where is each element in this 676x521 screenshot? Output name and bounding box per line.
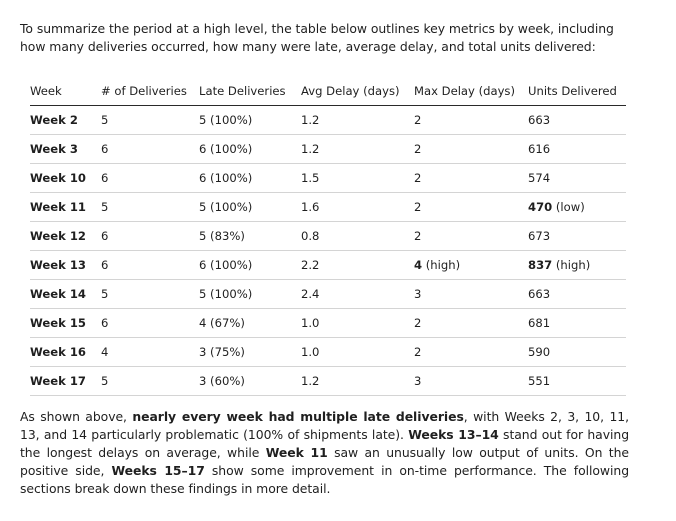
cell-late-deliveries: [199, 280, 301, 309]
cell-units-delivered: [528, 193, 626, 222]
cell-week-value: Week 17: [30, 374, 86, 388]
cell-late-deliveries: [199, 135, 301, 164]
cell-units-delivered-value: 616: [528, 142, 551, 156]
table-row: [30, 135, 626, 164]
cell-max-delay: [414, 193, 528, 222]
header-units-delivered: Units Delivered: [528, 76, 626, 106]
cell-late-deliveries-value: 5 (100%): [199, 113, 253, 127]
cell-week-value: Week 14: [30, 287, 86, 301]
cell-units-delivered-value: 673: [528, 229, 551, 243]
table-row: [30, 280, 626, 309]
cell-week-value: Week 10: [30, 171, 86, 185]
cell-units-delivered: [528, 106, 626, 135]
summary-paragraph: [20, 408, 629, 498]
cell-units-note: (high): [552, 258, 591, 272]
cell-deliveries: [101, 164, 199, 193]
cell-deliveries-value: 5: [101, 113, 109, 127]
summary-text-5: show some improvement in on-time performance. The following sections break down these findings in more detail.: [20, 463, 630, 496]
cell-week: [30, 106, 101, 135]
cell-max-delay-value: 2: [414, 142, 422, 156]
cell-deliveries-value: 4: [101, 345, 109, 359]
cell-week: [30, 309, 101, 338]
cell-max-delay-value: 2: [414, 171, 422, 185]
cell-units-delivered-value: 837: [528, 258, 553, 272]
summary-text-3: stand out for having the longest delays on average, while: [20, 427, 630, 460]
cell-max-delay-value: 2: [414, 229, 422, 243]
cell-deliveries: [101, 251, 199, 280]
cell-week-value: Week 13: [30, 258, 86, 272]
cell-avg-delay-value: 1.2: [301, 113, 320, 127]
cell-week: [30, 222, 101, 251]
cell-avg-delay: [301, 135, 414, 164]
summary-bold-4: Weeks 15–17: [111, 463, 205, 478]
cell-deliveries-value: 6: [101, 171, 109, 185]
cell-week: [30, 193, 101, 222]
cell-deliveries: [101, 222, 199, 251]
cell-avg-delay-value: 1.0: [301, 345, 320, 359]
cell-late-deliveries: [199, 338, 301, 367]
cell-max-delay-value: 4: [414, 258, 423, 272]
cell-max-delay: [414, 164, 528, 193]
cell-week: [30, 164, 101, 193]
cell-avg-delay-value: 1.0: [301, 316, 320, 330]
cell-max-delay: [414, 280, 528, 309]
header-week: Week: [30, 76, 101, 106]
cell-deliveries-value: 5: [101, 200, 109, 214]
cell-late-deliveries: [199, 251, 301, 280]
cell-max-delay: [414, 135, 528, 164]
cell-max-delay: [414, 309, 528, 338]
cell-week-value: Week 2: [30, 113, 78, 127]
cell-late-deliveries: [199, 106, 301, 135]
cell-max-delay-value: 2: [414, 345, 422, 359]
cell-deliveries: [101, 193, 199, 222]
cell-units-delivered-value: 681: [528, 316, 551, 330]
cell-avg-delay-value: 0.8: [301, 229, 320, 243]
cell-max-delay-note: (high): [422, 258, 461, 272]
cell-deliveries: [101, 106, 199, 135]
cell-deliveries: [101, 338, 199, 367]
summary-text-4: saw an unusually low output of units. On the positive side,: [20, 445, 629, 478]
cell-units-delivered: [528, 309, 626, 338]
cell-units-delivered: [528, 280, 626, 309]
cell-units-delivered-value: 590: [528, 345, 551, 359]
cell-avg-delay: [301, 367, 414, 396]
cell-deliveries: [101, 135, 199, 164]
table-row: [30, 367, 626, 396]
cell-late-deliveries: [199, 193, 301, 222]
table-row: [30, 251, 626, 280]
cell-late-deliveries-value: 5 (100%): [199, 200, 253, 214]
cell-max-delay-value: 3: [414, 287, 422, 301]
header-max-delay: Max Delay (days): [414, 76, 528, 106]
cell-units-delivered-value: 663: [528, 287, 551, 301]
cell-max-delay-value: 2: [414, 316, 422, 330]
cell-units-delivered-value: 574: [528, 171, 551, 185]
cell-units-delivered: [528, 164, 626, 193]
cell-week-value: Week 11: [30, 200, 86, 214]
cell-late-deliveries-value: 5 (100%): [199, 287, 253, 301]
cell-avg-delay-value: 2.2: [301, 258, 320, 272]
cell-avg-delay-value: 1.6: [301, 200, 320, 214]
table-row: [30, 222, 626, 251]
cell-late-deliveries-value: 4 (67%): [199, 316, 245, 330]
header-deliveries: # of Deliveries: [101, 76, 199, 106]
header-late-deliveries: Late Deliveries: [199, 76, 301, 106]
summary-bold-2: Weeks 13–14: [408, 427, 499, 442]
cell-avg-delay-value: 2.4: [301, 287, 320, 301]
cell-deliveries: [101, 280, 199, 309]
cell-avg-delay: [301, 309, 414, 338]
cell-late-deliveries-value: 6 (100%): [199, 258, 253, 272]
table-row: [30, 106, 626, 135]
cell-late-deliveries: [199, 222, 301, 251]
cell-max-delay: [414, 367, 528, 396]
cell-avg-delay-value: 1.2: [301, 374, 320, 388]
summary-text-1: As shown above,: [20, 409, 133, 424]
cell-max-delay-value: 2: [414, 200, 422, 214]
header-avg-delay: Avg Delay (days): [301, 76, 414, 106]
cell-week: [30, 251, 101, 280]
cell-avg-delay: [301, 193, 414, 222]
cell-max-delay-value: 2: [414, 113, 422, 127]
cell-units-delivered-value: 663: [528, 113, 551, 127]
cell-late-deliveries-value: 6 (100%): [199, 171, 253, 185]
cell-avg-delay: [301, 106, 414, 135]
cell-units-delivered: [528, 251, 626, 280]
cell-week: [30, 367, 101, 396]
cell-late-deliveries-value: 5 (83%): [199, 229, 245, 243]
summary-bold-1: nearly every week had multiple late deliveries: [132, 409, 464, 424]
table-row: [30, 193, 626, 222]
cell-units-delivered: [528, 367, 626, 396]
table-body: [30, 106, 626, 396]
cell-deliveries-value: 6: [101, 316, 109, 330]
cell-late-deliveries-value: 3 (60%): [199, 374, 245, 388]
cell-deliveries: [101, 309, 199, 338]
cell-deliveries-value: 6: [101, 258, 109, 272]
cell-week: [30, 135, 101, 164]
cell-week-value: Week 15: [30, 316, 86, 330]
cell-late-deliveries: [199, 164, 301, 193]
cell-avg-delay: [301, 338, 414, 367]
cell-avg-delay: [301, 164, 414, 193]
cell-units-note: (low): [552, 200, 585, 214]
cell-avg-delay-value: 1.2: [301, 142, 320, 156]
cell-avg-delay: [301, 222, 414, 251]
cell-deliveries-value: 5: [101, 374, 109, 388]
intro-paragraph: To summarize the period at a high level, the table below outlines key metrics by week, including how many deliveries occurred, how many were late, average delay, and total units delivered:: [20, 21, 614, 54]
cell-units-delivered-value: 470: [528, 200, 553, 214]
cell-max-delay: [414, 338, 528, 367]
cell-late-deliveries: [199, 309, 301, 338]
cell-week-value: Week 16: [30, 345, 86, 359]
cell-deliveries-value: 5: [101, 287, 109, 301]
cell-week-value: Week 12: [30, 229, 86, 243]
cell-max-delay-value: 3: [414, 374, 422, 388]
cell-week: [30, 280, 101, 309]
summary-bold-3: Week 11: [265, 445, 328, 460]
cell-units-delivered-value: 551: [528, 374, 551, 388]
cell-deliveries-value: 6: [101, 229, 109, 243]
cell-units-delivered: [528, 338, 626, 367]
cell-week: [30, 338, 101, 367]
cell-avg-delay: [301, 251, 414, 280]
cell-avg-delay-value: 1.5: [301, 171, 320, 185]
cell-late-deliveries-value: 3 (75%): [199, 345, 245, 359]
table-row: [30, 164, 626, 193]
cell-units-delivered: [528, 135, 626, 164]
cell-late-deliveries-value: 6 (100%): [199, 142, 253, 156]
summary-text-2: , with Weeks 2, 3, 10, 11, 13, and 14 particularly problematic (100% of shipments late).: [20, 409, 629, 442]
cell-units-delivered: [528, 222, 626, 251]
table-row: [30, 338, 626, 367]
cell-late-deliveries: [199, 367, 301, 396]
cell-deliveries-value: 6: [101, 142, 109, 156]
cell-max-delay: [414, 222, 528, 251]
cell-avg-delay: [301, 280, 414, 309]
cell-week-value: Week 3: [30, 142, 78, 156]
cell-max-delay: [414, 251, 528, 280]
table-row: [30, 309, 626, 338]
table-header-row: [30, 76, 626, 106]
weekly-metrics-table: [30, 76, 626, 396]
cell-max-delay: [414, 106, 528, 135]
cell-deliveries: [101, 367, 199, 396]
